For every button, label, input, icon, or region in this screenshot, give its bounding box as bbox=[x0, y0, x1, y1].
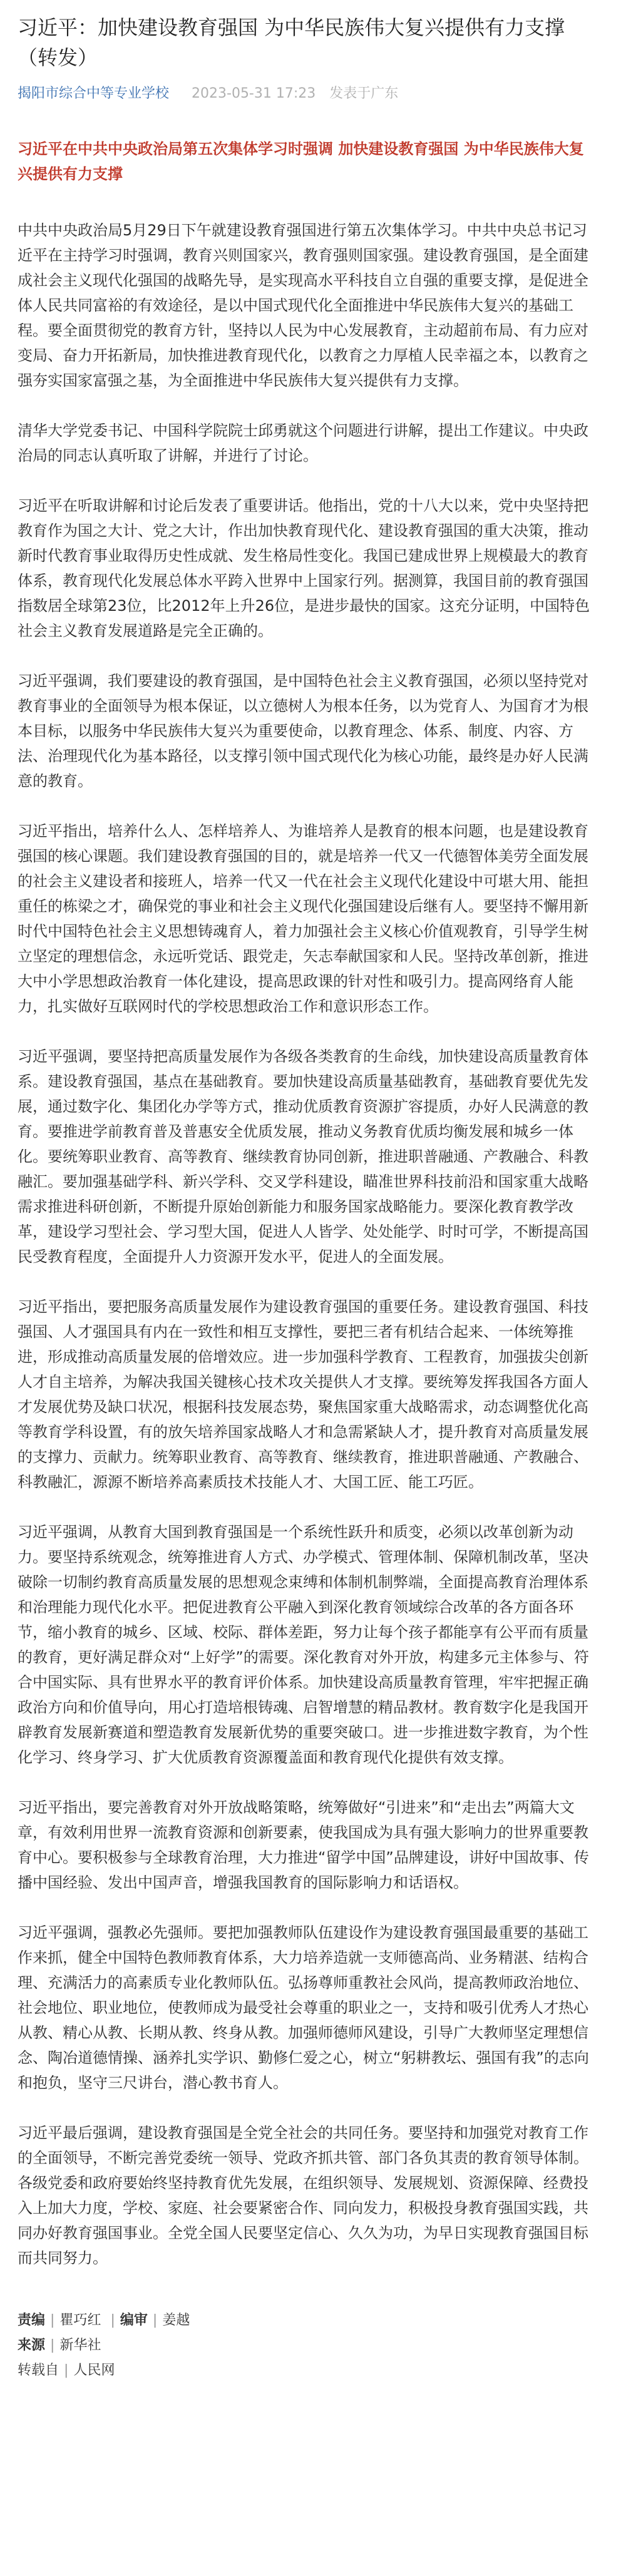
paragraph: 习近平强调，从教育大国到教育强国是一个系统性跃升和质变，必须以改革创新为动力。要坚持系统观念，统筹推进育人方式、办学模式、管理体制、保障机制改革，坚决破除一切制约教育高质量发展的思想观念束缚和体制机制弊端，全面提高教育治理体系和治理能力现代化水平。把促进教育公平融入到深化教育领域综合改革的各方面各环节，缩小教育的城乡、区域、校际、群体差距，努力让每个孩子都能享有公平而有质量的教育，更好满足群众对“上好学”的需要。深化教育对外开放，构建多元主体参与、符合中国实际、具有世界水平的教育评价体系。加快建设高质量教育管理，牢牢把握正确政治方向和价值导向，用心打造培根铸魂、启智增慧的精品教材。教育数字化是我国开辟教育发展新赛道和塑造教育发展新优势的重要突破口。进一步推进数字教育，为个性化学习、终身学习、扩大优质教育资源覆盖面和教育现代化提供有效支撑。 bbox=[18, 1523, 589, 1766]
editor-label: 责编 bbox=[18, 2313, 46, 2328]
publish-time: 2023-05-31 17:23 bbox=[192, 86, 316, 101]
source-account-link[interactable]: 揭阳市综合中等专业学校 bbox=[18, 86, 170, 101]
article-meta bbox=[18, 84, 597, 104]
source-line: 来源 | 新华社 bbox=[18, 2338, 101, 2353]
paragraph: 习近平强调，我们要建设的教育强国，是中国特色社会主义教育强国，必须以坚持党对教育事业的全面领导为根本保证，以立德树人为根本任务，以为党育人、为国育才为根本目标，以服务中华民族伟大复兴为重要使命，以教育理念、体系、制度、内容、方法、治理现代化为基本路径，以支撑引领中国式现代化为核心功能，最终是办好人民满意的教育。 bbox=[18, 672, 588, 790]
paragraph: 习近平指出，要完善教育对外开放战略策略，统筹做好“引进来”和“走出去”两篇大文章，有效利用世界一流教育资源和创新要素，使我国成为具有强大影响力的世界重要教育中心。要积极参与全球教育治理，大力推进“留学中国”品牌建设，讲好中国故事、传播中国经验、发出中国声音，增强我国教育的国际影响力和话语权。 bbox=[18, 1799, 589, 1891]
article-footer bbox=[18, 2308, 597, 2383]
paragraph: 习近平最后强调，建设教育强国是全党全社会的共同任务。要坚持和加强党对教育工作的全面领导，不断完善党委统一领导、党政齐抓共管、部门各负其责的教育领导体制。各级党委和政府要始终坚持教育优先发展，在组织领导、发展规划、资源保障、经费投入上加大力度，学校、家庭、社会要紧密合作、同向发力，积极投身教育强国实践，共同办好教育强国事业。全党全国人民要坚定信心、久久为功，为早日实现教育强国目标而共同努力。 bbox=[18, 2124, 588, 2267]
paragraph: 清华大学党委书记、中国科学院院士邱勇就这个问题进行讲解，提出工作建议。中央政治局的同志认真听取了讲解，并进行了讨论。 bbox=[18, 422, 588, 464]
paragraph: 习近平指出，培养什么人、怎样培养人、为谁培养人是教育的根本问题，也是建设教育强国的核心课题。我们建设教育强国的目的，就是培养一代又一代德智体美劳全面发展的社会主义建设者和接班人，培养一代又一代在社会主义现代化建设中可堪大用、能担重任的栋梁之才，确保党的事业和社会主义现代化强国建设后继有人。要坚持不懈用新时代中国特色社会主义思想铸魂育人，着力加强社会主义核心价值观教育，引导学生树立坚定的理想信念，永远听党话、跟党走，矢志奉献国家和人民。坚持改革创新，推进大中小学思想政治教育一体化建设，提高思政课的针对性和吸引力。提高网络育人能力，扎实做好互联网时代的学校思想政治工作和意识形态工作。 bbox=[18, 822, 588, 1015]
editor-line: 责编 | 瞿巧红 | 编审 | 姜越 bbox=[18, 2313, 190, 2328]
publish-location: 发表于广东 bbox=[329, 86, 399, 101]
paragraph: 习近平强调，要坚持把高质量发展作为各级各类教育的生命线，加快建设高质量教育体系。建设教育强国，基点在基础教育。要加快建设高质量基础教育，基础教育要优先发展，通过数字化、集团化办学等方式，推动优质教育资源扩容提质，办好人民满意的教育。要推进学前教育普及普惠安全优质发展，推动义务教育优质均衡发展和城乡一体化。要统筹职业教育、高等教育、继续教育协同创新，推进职普融通、产教融合、科教融汇。要加强基础学科、新兴学科、交叉学科建设，瞄准世界科技前沿和国家重大战略需求推进科研创新，不断提升原始创新能力和服务国家战略能力。要深化教育教学改革，建设学习型社会、学习型大国，促进人人皆学、处处能学、时时可学，不断提高国民受教育程度，全面提升人力资源开发水平，促进人的全面发展。 bbox=[18, 1048, 588, 1265]
source-name: 新华社 bbox=[59, 2338, 101, 2353]
review-name: 姜越 bbox=[162, 2313, 190, 2328]
editor-name: 瞿巧红 bbox=[59, 2313, 101, 2328]
source-label: 来源 bbox=[18, 2338, 46, 2353]
article-subtitle: 习近平在中共中央政治局第五次集体学习时强调 加快建设教育强国 为中华民族伟大复兴提供有力支撑 bbox=[18, 140, 584, 183]
review-label: 编审 bbox=[120, 2313, 148, 2328]
paragraph: 中共中央政治局5月29日下午就建设教育强国进行第五次集体学习。中共中央总书记习近平在主持学习时强调，教育兴则国家兴，教育强则国家强。建设教育强国，是全面建成社会主义现代化强国的战略先导，是实现高水平科技自立自强的重要支撑，是促进全体人民共同富裕的有效途径，是以中国式现代化全面推进中华民族伟大复兴的基础工程。要全面贯彻党的教育方针，坚持以人民为中心发展教育，主动超前布局、有力应对变局、奋力开拓新局，加快推进教育现代化，以教育之力厚植人民幸福之本，以教育之强夯实国家富强之基，为全面推进中华民族伟大复兴提供有力支撑。 bbox=[18, 222, 588, 389]
paragraph: 习近平强调，强教必先强师。要把加强教师队伍建设作为建设教育强国最重要的基础工作来抓，健全中国特色教师教育体系，大力培养造就一支师德高尚、业务精湛、结构合理、充满活力的高素质专业化教师队伍。弘扬尊师重教社会风尚，提高教师政治地位、社会地位、职业地位，使教师成为最受社会尊重的职业之一，支持和吸引优秀人才热心从教、精心从教、长期从教、终身从教。加强师德师风建设，引导广大教师坚定理想信念、陶冶道德情操、涵养扎实学识、勤修仁爱之心，树立“躬耕教坛、强国有我”的志向和抱负，坚守三尺讲台，潜心教书育人。 bbox=[18, 1924, 589, 2092]
paragraph: 习近平指出，要把服务高质量发展作为建设教育强国的重要任务。建设教育强国、科技强国、人才强国具有内在一致性和相互支撑性，要把三者有机结合起来、一体统筹推进，形成推动高质量发展的倍增效应。进一步加强科学教育、工程教育，加强拔尖创新人才自主培养，为解决我国关键核心技术攻关提供人才支撑。要统筹发挥我国各方面人才发展优势及缺口状况，根据科技发展态势，聚焦国家重大战略需求，动态调整优化高等教育学科设置，有的放矢培养国家战略人才和急需紧缺人才，提升教育对高质量发展的支撑力、贡献力。统筹职业教育、高等教育、继续教育，推进职普融通、产教融合、科教融汇，源源不断培养高素质技术技能人才、大国工匠、能工巧匠。 bbox=[18, 1298, 588, 1491]
repost-label: 转载自 bbox=[18, 2363, 59, 2378]
repost-name: 人民网 bbox=[73, 2363, 115, 2378]
article-title: 习近平：加快建设教育强国 为中华民族伟大复兴提供有力支撑（转发） bbox=[18, 16, 565, 69]
paragraph: 习近平在听取讲解和讨论后发表了重要讲话。他指出，党的十八大以来，党中央坚持把教育作为国之大计、党之大计，作出加快教育现代化、建设教育强国的重大决策，推动新时代教育事业取得历史性成就、发生格局性变化。我国已建成世界上规模最大的教育体系，教育现代化发展总体水平跨入世界中上国家行列。据测算，我国目前的教育强国指数居全球第23位，比2012年上升26位，是进步最快的国家。这充分证明，中国特色社会主义教育发展道路是完全正确的。 bbox=[18, 497, 590, 640]
repost-line: 转载自 | 人民网 bbox=[18, 2363, 115, 2378]
